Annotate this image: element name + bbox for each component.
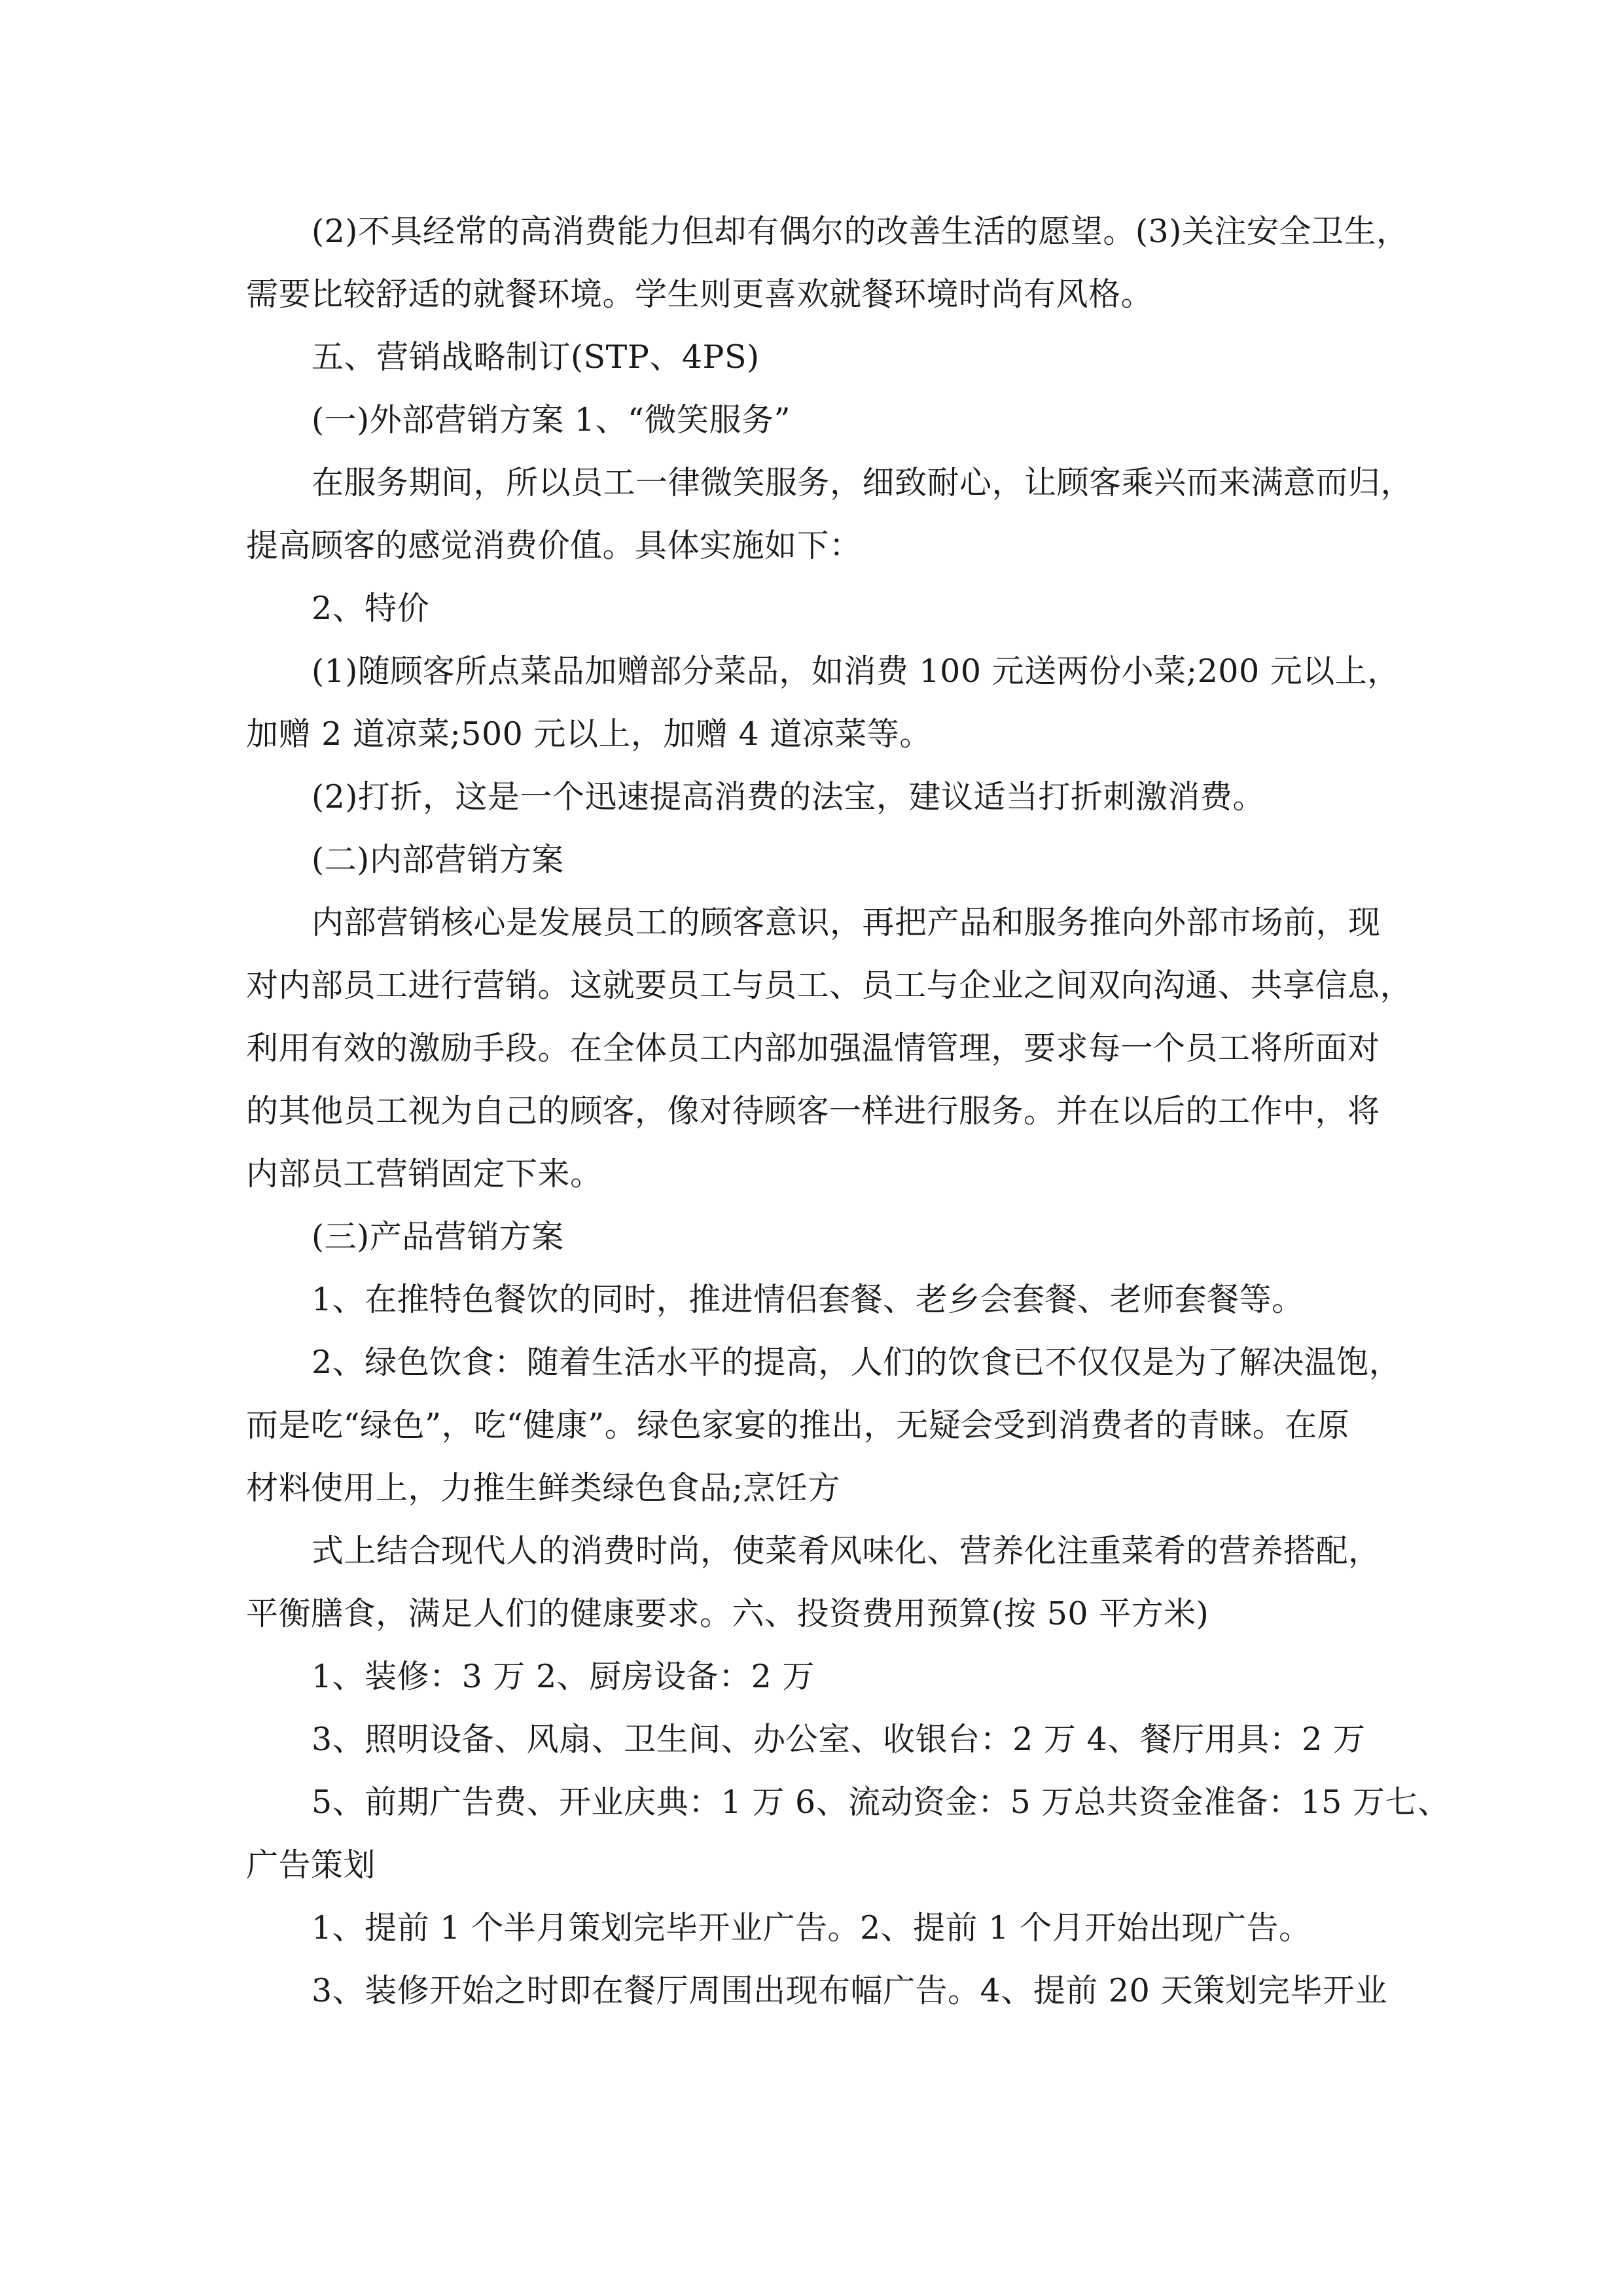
text-line: 式上结合现代人的消费时尚，使菜肴风味化、营养化注重菜肴的营养搭配， — [312, 1532, 1381, 1570]
text-line: 材料使用上，力推生鲜类绿色食品;烹饪方 — [246, 1469, 841, 1507]
text-line: 内部营销核心是发展员工的顾客意识，再把产品和服务推向外部市场前，现 — [312, 904, 1381, 941]
text-line: 对内部员工进行营销。这就要员工与员工、员工与企业之间双向沟通、共享信息， — [246, 967, 1413, 1004]
text-line: 提高顾客的感觉消费价值。具体实施如下： — [246, 527, 862, 564]
text-line: 1、在推特色餐饮的同时，推进情侣套餐、老乡会套餐、老师套餐等。 — [312, 1281, 1304, 1318]
text-line: (2)不具经常的高消费能力但却有偶尔的改善生活的愿望。(3)关注安全卫生， — [312, 213, 1409, 250]
text-line: 加赠 2 道凉菜;500 元以上，加赠 4 道凉菜等。 — [246, 715, 932, 753]
subsection-heading: (三)产品营销方案 — [312, 1218, 564, 1255]
text-line: 3、照明设备、风扇、卫生间、办公室、收银台：2 万 4、餐厅用具：2 万 — [312, 1721, 1366, 1758]
text-line: 3、装修开始之时即在餐厅周围出现布幅广告。4、提前 20 天策划完毕开业 — [312, 1972, 1387, 2009]
text-line: 的其他员工视为自己的顾客，像对待顾客一样进行服务。并在以后的工作中，将 — [246, 1092, 1380, 1130]
text-line: 2、绿色饮食：随着生活水平的提高，人们的饮食已不仅仅是为了解决温饱， — [312, 1344, 1402, 1381]
text-line: 广告策划 — [246, 1846, 376, 1884]
text-line: 内部员工营销固定下来。 — [246, 1155, 603, 1193]
subsection-heading: (一)外部营销方案 1、“微笑服务” — [312, 401, 791, 439]
section-heading: 五、营销战略制订(STP、4PS) — [312, 338, 760, 376]
text-line: 利用有效的激励手段。在全体员工内部加强温情管理，要求每一个员工将所面对 — [246, 1030, 1380, 1067]
text-line: (1)随顾客所点菜品加赠部分菜品，如消费 100 元送两份小菜;200 元以上， — [312, 653, 1400, 690]
text-line: 1、提前 1 个半月策划完毕开业广告。2、提前 1 个月开始出现广告。 — [312, 1909, 1311, 1946]
text-line: (2)打折，这是一个迅速提高消费的法宝，建议适当打折刺激消费。 — [312, 778, 1265, 816]
text-line: 1、装修：3 万 2、厨房设备：2 万 — [312, 1658, 815, 1695]
text-line: 而是吃“绿色”，吃“健康”。绿色家宴的推出，无疑会受到消费者的青睐。在原 — [246, 1407, 1350, 1444]
text-line: 在服务期间，所以员工一律微笑服务，细致耐心，让顾客乘兴而来满意而归， — [312, 464, 1414, 501]
text-line: 5、前期广告费、开业庆典：1 万 6、流动资金：5 万总共资金准备：15 万七、 — [312, 1784, 1450, 1821]
text-line: 平衡膳食，满足人们的健康要求。六、投资费用预算(按 50 平方米) — [246, 1595, 1209, 1632]
subsection-heading: (二)内部营销方案 — [312, 841, 564, 878]
text-line: 需要比较舒适的就餐环境。学生则更喜欢就餐环境时尚有风格。 — [246, 276, 1154, 313]
list-item-heading: 2、特价 — [312, 590, 430, 627]
